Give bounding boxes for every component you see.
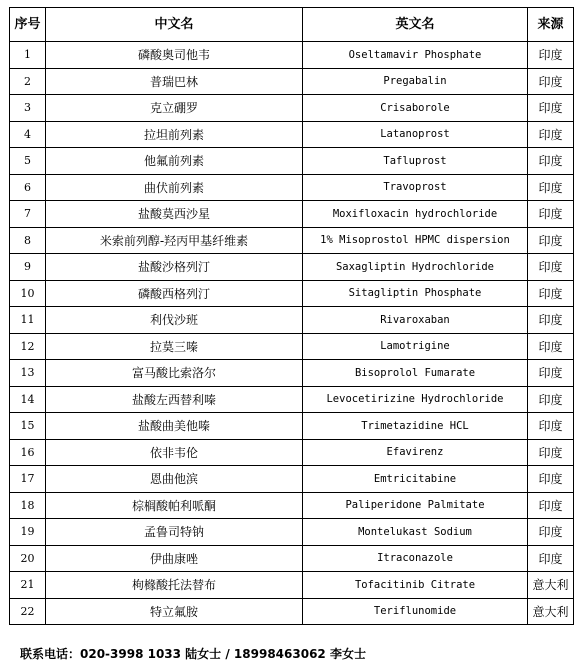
cell-source: 印度 bbox=[528, 439, 574, 466]
cell-source: 印度 bbox=[528, 148, 574, 175]
cell-source: 印度 bbox=[528, 413, 574, 440]
cell-chinese-name: 他氟前列素 bbox=[46, 148, 303, 175]
cell-english-name: Latanoprost bbox=[303, 121, 528, 148]
cell-english-name: Oseltamavir Phosphate bbox=[303, 42, 528, 69]
table-row bbox=[10, 333, 574, 360]
cell-no: 12 bbox=[10, 333, 46, 360]
table-row bbox=[10, 572, 574, 599]
cell-no: 19 bbox=[10, 519, 46, 546]
table-row bbox=[10, 201, 574, 228]
cell-no: 6 bbox=[10, 174, 46, 201]
table-row bbox=[10, 307, 574, 334]
table-row bbox=[10, 492, 574, 519]
cell-source: 印度 bbox=[528, 201, 574, 228]
header-chinese-name: 中文名 bbox=[46, 8, 303, 42]
cell-chinese-name: 枸橼酸托法替布 bbox=[46, 572, 303, 599]
cell-chinese-name: 盐酸曲美他嗪 bbox=[46, 413, 303, 440]
cell-chinese-name: 富马酸比索洛尔 bbox=[46, 360, 303, 387]
cell-chinese-name: 伊曲康唑 bbox=[46, 545, 303, 572]
cell-english-name: 1% Misoprostol HPMC dispersion bbox=[303, 227, 528, 254]
cell-source: 印度 bbox=[528, 545, 574, 572]
cell-chinese-name: 棕榈酸帕利哌酮 bbox=[46, 492, 303, 519]
cell-source: 印度 bbox=[528, 280, 574, 307]
cell-source: 印度 bbox=[528, 386, 574, 413]
cell-english-name: Itraconazole bbox=[303, 545, 528, 572]
cell-no: 4 bbox=[10, 121, 46, 148]
cell-no: 18 bbox=[10, 492, 46, 519]
cell-chinese-name: 磷酸奥司他韦 bbox=[46, 42, 303, 69]
cell-chinese-name: 普瑞巴林 bbox=[46, 68, 303, 95]
cell-no: 20 bbox=[10, 545, 46, 572]
cell-english-name: Emtricitabine bbox=[303, 466, 528, 493]
cell-source: 印度 bbox=[528, 333, 574, 360]
product-table bbox=[9, 7, 574, 625]
cell-english-name: Tafluprost bbox=[303, 148, 528, 175]
cell-no: 2 bbox=[10, 68, 46, 95]
table-row bbox=[10, 280, 574, 307]
table-row bbox=[10, 42, 574, 69]
table-row bbox=[10, 466, 574, 493]
cell-english-name: Bisoprolol Fumarate bbox=[303, 360, 528, 387]
table-row bbox=[10, 95, 574, 122]
cell-chinese-name: 盐酸左西替利嗪 bbox=[46, 386, 303, 413]
cell-source: 印度 bbox=[528, 95, 574, 122]
cell-chinese-name: 克立硼罗 bbox=[46, 95, 303, 122]
cell-chinese-name: 特立氟胺 bbox=[46, 598, 303, 625]
cell-no: 13 bbox=[10, 360, 46, 387]
table-body bbox=[10, 42, 574, 625]
cell-english-name: Crisaborole bbox=[303, 95, 528, 122]
cell-source: 印度 bbox=[528, 519, 574, 546]
table-row bbox=[10, 386, 574, 413]
cell-english-name: Paliperidone Palmitate bbox=[303, 492, 528, 519]
header-no: 序号 bbox=[10, 8, 46, 42]
table-row bbox=[10, 174, 574, 201]
cell-english-name: Saxagliptin Hydrochloride bbox=[303, 254, 528, 281]
table-row bbox=[10, 148, 574, 175]
cell-chinese-name: 利伐沙班 bbox=[46, 307, 303, 334]
cell-no: 3 bbox=[10, 95, 46, 122]
cell-no: 7 bbox=[10, 201, 46, 228]
cell-no: 17 bbox=[10, 466, 46, 493]
cell-english-name: Trimetazidine HCL bbox=[303, 413, 528, 440]
cell-no: 1 bbox=[10, 42, 46, 69]
table-row bbox=[10, 519, 574, 546]
cell-source: 意大利 bbox=[528, 598, 574, 625]
table-row bbox=[10, 598, 574, 625]
cell-english-name: Tofacitinib Citrate bbox=[303, 572, 528, 599]
cell-chinese-name: 磷酸西格列汀 bbox=[46, 280, 303, 307]
cell-chinese-name: 恩曲他滨 bbox=[46, 466, 303, 493]
cell-source: 印度 bbox=[528, 492, 574, 519]
cell-no: 9 bbox=[10, 254, 46, 281]
cell-chinese-name: 盐酸沙格列汀 bbox=[46, 254, 303, 281]
table-row bbox=[10, 413, 574, 440]
cell-chinese-name: 拉莫三嗪 bbox=[46, 333, 303, 360]
cell-english-name: Levocetirizine Hydrochloride bbox=[303, 386, 528, 413]
table-row bbox=[10, 68, 574, 95]
table-row bbox=[10, 545, 574, 572]
cell-source: 印度 bbox=[528, 42, 574, 69]
cell-no: 21 bbox=[10, 572, 46, 599]
cell-no: 8 bbox=[10, 227, 46, 254]
cell-chinese-name: 依非韦伦 bbox=[46, 439, 303, 466]
cell-english-name: Pregabalin bbox=[303, 68, 528, 95]
cell-no: 11 bbox=[10, 307, 46, 334]
cell-source: 印度 bbox=[528, 466, 574, 493]
cell-source: 意大利 bbox=[528, 572, 574, 599]
header-source: 来源 bbox=[528, 8, 574, 42]
cell-no: 22 bbox=[10, 598, 46, 625]
cell-english-name: Rivaroxaban bbox=[303, 307, 528, 334]
cell-source: 印度 bbox=[528, 254, 574, 281]
cell-english-name: Sitagliptin Phosphate bbox=[303, 280, 528, 307]
cell-source: 印度 bbox=[528, 121, 574, 148]
cell-chinese-name: 拉坦前列素 bbox=[46, 121, 303, 148]
table-row bbox=[10, 439, 574, 466]
cell-chinese-name: 米索前列醇-羟丙甲基纤维素 bbox=[46, 227, 303, 254]
cell-source: 印度 bbox=[528, 360, 574, 387]
cell-no: 10 bbox=[10, 280, 46, 307]
cell-english-name: Moxifloxacin hydrochloride bbox=[303, 201, 528, 228]
table-row bbox=[10, 254, 574, 281]
cell-english-name: Teriflunomide bbox=[303, 598, 528, 625]
cell-chinese-name: 盐酸莫西沙星 bbox=[46, 201, 303, 228]
cell-english-name: Montelukast Sodium bbox=[303, 519, 528, 546]
table-row bbox=[10, 227, 574, 254]
cell-source: 印度 bbox=[528, 227, 574, 254]
cell-source: 印度 bbox=[528, 174, 574, 201]
table-header-row bbox=[10, 8, 574, 42]
cell-no: 15 bbox=[10, 413, 46, 440]
cell-english-name: Lamotrigine bbox=[303, 333, 528, 360]
contact-line: 联系电话：020-3998 1033 陆女士 / 18998463062 李女士 bbox=[20, 647, 366, 661]
cell-source: 印度 bbox=[528, 68, 574, 95]
cell-no: 16 bbox=[10, 439, 46, 466]
cell-no: 5 bbox=[10, 148, 46, 175]
cell-english-name: Travoprost bbox=[303, 174, 528, 201]
table-row bbox=[10, 360, 574, 387]
cell-english-name: Efavirenz bbox=[303, 439, 528, 466]
cell-source: 印度 bbox=[528, 307, 574, 334]
cell-no: 14 bbox=[10, 386, 46, 413]
header-english-name: 英文名 bbox=[303, 8, 528, 42]
cell-chinese-name: 曲伏前列素 bbox=[46, 174, 303, 201]
cell-chinese-name: 孟鲁司特钠 bbox=[46, 519, 303, 546]
table-row bbox=[10, 121, 574, 148]
